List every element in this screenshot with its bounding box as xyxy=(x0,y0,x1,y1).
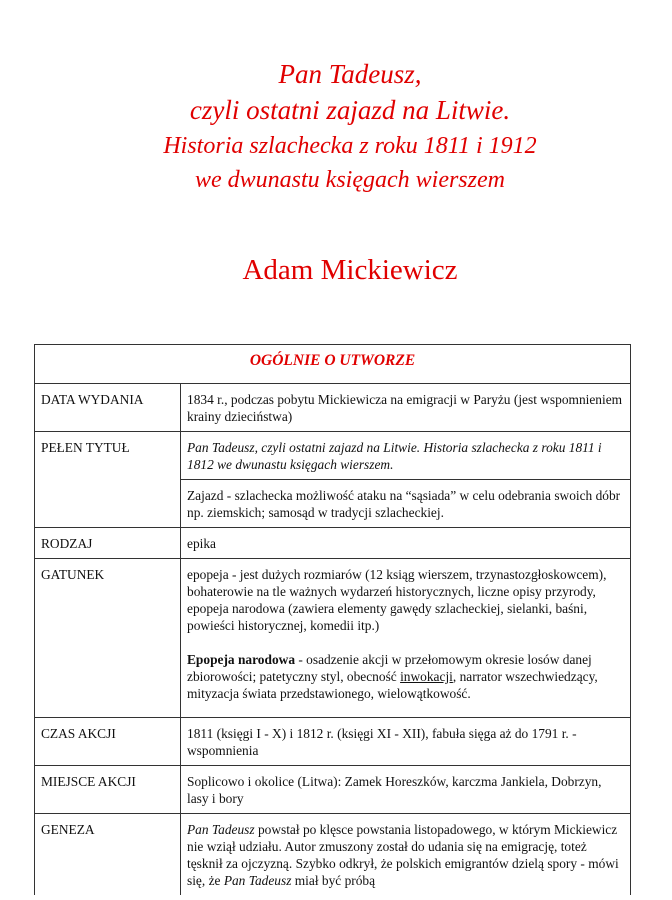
info-table xyxy=(34,344,631,895)
table-row-geneza xyxy=(35,814,631,896)
row-label: DATA WYDANIA xyxy=(35,384,181,432)
spacer xyxy=(187,634,624,651)
title-line-1: Pan Tadeusz, xyxy=(278,59,422,89)
row-value xyxy=(181,559,631,718)
geneza-text-2: miał być próbą xyxy=(291,873,376,888)
row-value: 1834 r., podczas pobytu Mickiewicza na emigracji w Paryżu (jest wspomnieniem krainy dzieciństwa) xyxy=(181,384,631,432)
definition-term: Epopeja narodowa xyxy=(187,652,296,667)
row-value: Soplicowo i okolice (Litwa): Zamek Horeszków, karczma Jankiela, Dobrzyn, lasy i bory xyxy=(181,766,631,814)
table-row-gatunek xyxy=(35,559,631,718)
row-value: 1811 (księgi I - X) i 1812 r. (księgi XI - XII), fabuła sięga aż do 1791 r. - wspomnienia xyxy=(181,718,631,766)
table-row-data-wydania xyxy=(35,384,631,432)
row-label: RODZAJ xyxy=(35,528,181,559)
document-title xyxy=(0,56,672,197)
row-value-note: Zajazd - szlachecka możliwość ataku na “sąsiada” w celu odebrania swoich dóbr np. ziemskich; samosąd w tradycji szlacheckiej. xyxy=(181,480,631,528)
row-value-title: Pan Tadeusz, czyli ostatni zajazd na Litwie. Historia szlachecka z roku 1811 i 1812 we dwunastu księgach wierszem. xyxy=(181,432,631,480)
row-label: GATUNEK xyxy=(35,559,181,718)
title-line-4: we dwunastu księgach wierszem xyxy=(195,167,505,193)
row-label: MIEJSCE AKCJI xyxy=(35,766,181,814)
definition-text-b: , narrator wszechwiedzący, mityzacja świata przedstawionego, wielowątkowość. xyxy=(187,669,598,701)
row-value xyxy=(181,814,631,896)
table-row-rodzaj xyxy=(35,528,631,559)
gatunek-definition xyxy=(187,651,624,702)
row-value: epika xyxy=(181,528,631,559)
table-row-miejsce-akcji xyxy=(35,766,631,814)
table-row-czas-akcji xyxy=(35,718,631,766)
row-label: CZAS AKCJI xyxy=(35,718,181,766)
author-name: Adam Mickiewicz xyxy=(242,254,458,286)
table-row-pelen-tytul xyxy=(35,432,631,480)
definition-text-a: - osadzenie akcji w przełomowym okresie losów danej zbiorowości; patetyczny styl, obecność xyxy=(187,652,592,684)
table-header-row xyxy=(35,345,631,384)
work-title: Pan Tadeusz xyxy=(223,873,292,888)
title-line-2: czyli ostatni zajazd na Litwie. xyxy=(189,95,511,125)
gatunek-paragraph-1: epopeja - jest dużych rozmiarów (12 ksiąg wierszem, trzynastozgłoskowcem), bohaterowie na tle ważnych wydarzeń historycznych, liczne opisy przyrody, xyxy=(187,567,607,599)
geneza-text-1: powstał po klęsce powstania listopadowego, w którym Mickiewicz nie wziął udziału. Autor zmuszony został do udania się na emigrację, toteż tęsknił za ojczyzną. Szybko odkrył, że polskich emigrantów dzielą spory - mówi się, że xyxy=(187,822,619,888)
work-title: Pan Tadeusz xyxy=(187,822,255,837)
inwokacja-link[interactable]: inwokacji xyxy=(400,669,453,684)
gatunek-paragraph-2: epopeja narodowa (zawiera elementy gawędy szlacheckiej, sielanki, baśni, powieści historycznej, komedii itp.) xyxy=(187,601,588,633)
title-line-3: Historia szlachecka z roku 1811 i 1912 xyxy=(163,133,537,159)
row-label: GENEZA xyxy=(35,814,181,896)
table-header: OGÓLNIE O UTWORZE xyxy=(35,345,631,384)
row-label: PEŁEN TYTUŁ xyxy=(35,432,181,528)
